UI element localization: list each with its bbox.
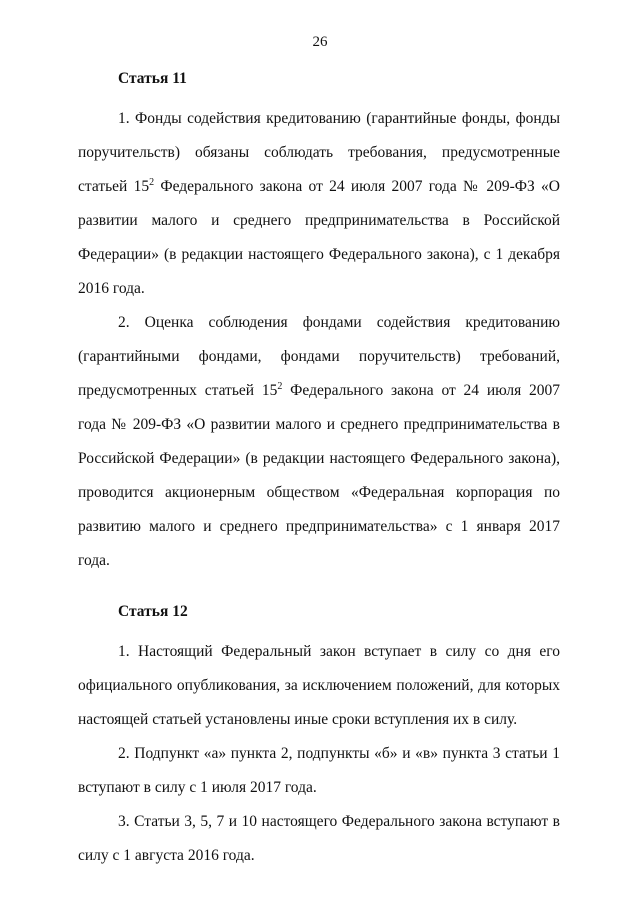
document-body [78,70,560,873]
article-11-paragraph-1 [78,102,560,306]
paragraph-text: 2. Оценка соблюдения фондами содействия кредитованию (гарантийными фондами, фондами поручительств) требований, предусмотренных статьей 15 [78,314,560,399]
article-12-heading: Статья 12 [118,603,188,620]
article-12-paragraph-3: 3. Статьи 3, 5, 7 и 10 настоящего Федерального закона вступают в силу с 1 августа 2016 года. [78,813,560,864]
article-12-paragraph-1: 1. Настоящий Федеральный закон вступает в силу со дня его официального опубликования, за исключением положений, для которых настоящей статьей установлены иные сроки вступления их в силу. [78,643,560,728]
article-11-paragraph-2 [78,306,560,578]
paragraph-text: Федерального закона от 24 июля 2007 года № 209-ФЗ «О развитии малого и среднего предпринимательства в Российской Федерации» (в редакции настоящего Федерального закона), с 1 декабря 2016 года. [78,178,561,297]
page-number: 26 [312,34,328,50]
paragraph-text: Федерального закона от 24 июля 2007 года № 209-ФЗ «О развитии малого и среднего предпринимательства в Российской Федерации» (в редакции настоящего Федерального закона), проводится акционерным обществом «Федеральная корпорация по развитию малого и среднего предпринимательства» с 1 января 2017 года. [78,382,560,569]
article-11-heading: Статья 11 [118,70,187,87]
paragraph-text: 1. Фонды содействия кредитованию (гарантийные фонды, фонды поручительств) обязаны соблюдать требования, предусмотренные статьей 15 [78,110,560,195]
superscript: 2 [149,177,155,188]
article-12-paragraph-2: 2. Подпункт «а» пункта 2, подпункты «б» и «в» пункта 3 статьи 1 вступают в силу с 1 июля 2017 года. [78,745,560,796]
superscript: 2 [277,381,283,392]
